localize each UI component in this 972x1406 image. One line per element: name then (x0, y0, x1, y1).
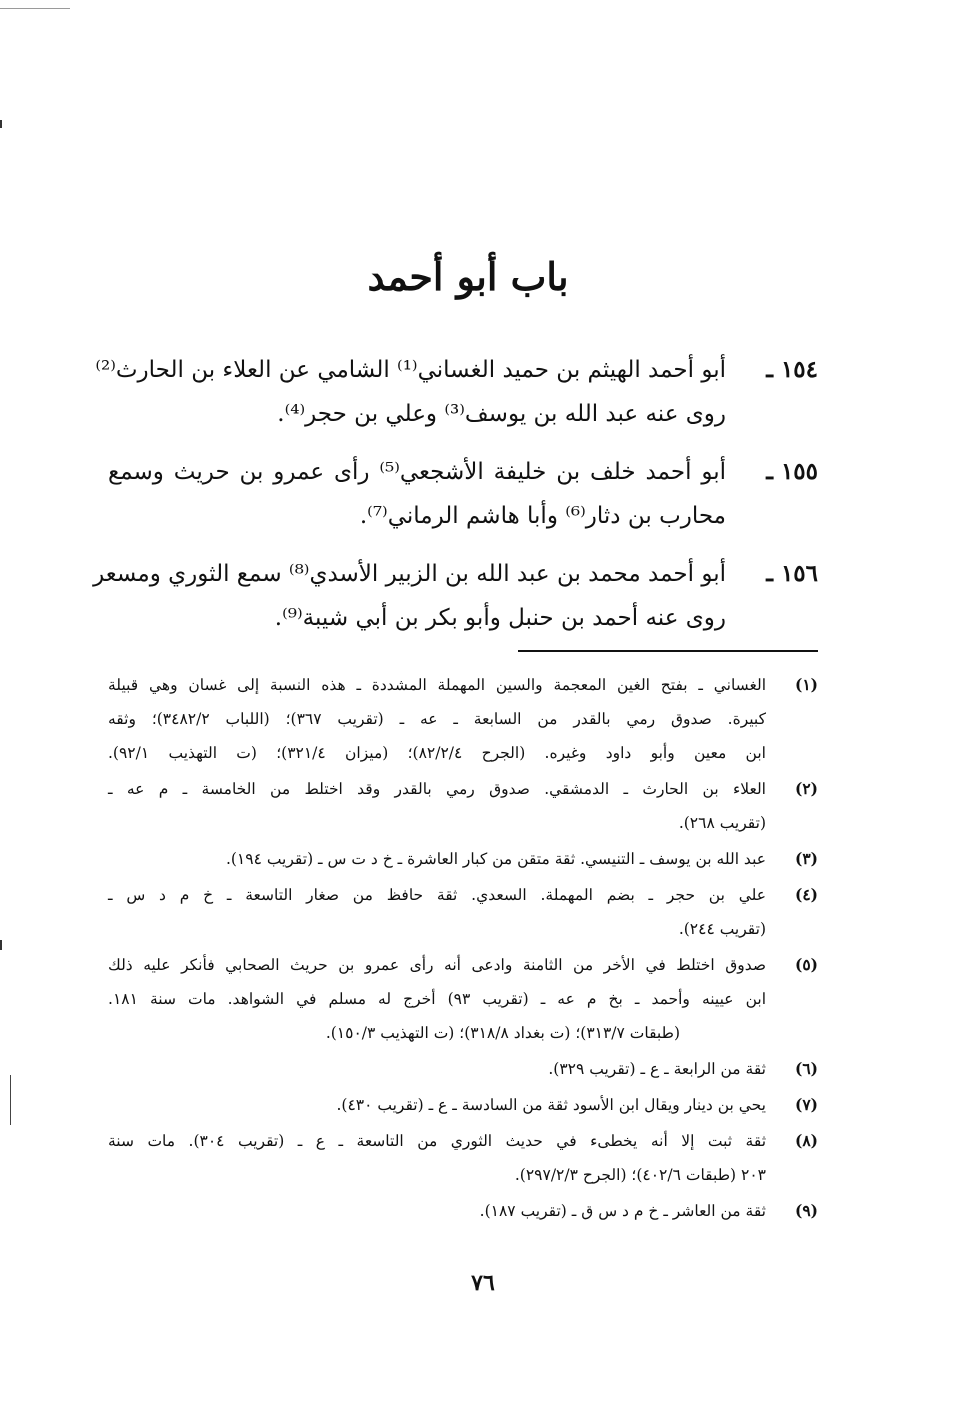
footnote-divider (518, 650, 818, 652)
chapter-title: باب أبو أحمد (367, 254, 569, 299)
entry-line: أبو أحمد الهيثم بن حميد الغساني⁽¹⁾ الشامي عن العلاء بن الحارث⁽²⁾ (95, 357, 726, 383)
entry-number: ١٥٥ ـ (766, 458, 818, 485)
footnote-number: (٤) (794, 885, 818, 904)
footnote-line: عبد الله بن يوسف ـ التنيسي. ثقة متقن من كبار العاشرة ـ خ د ت س ـ (تقريب ١٩٤). (225, 850, 766, 868)
footnote-line: ثقة من الرابعة ـ ع ـ (تقريب ٣٢٩). (548, 1060, 766, 1078)
footnote-line: (تقريب ٢٦٨). (678, 814, 766, 832)
footnote-line: ابن معين وأبو داود وغيره. (الجرح ٨٢/٢/٤)؛ (ميزان ٣٢١/٤)؛ (ت التهذيب ٩٢/١). (108, 744, 766, 762)
footnote-8 (108, 1124, 818, 1192)
footnote-2 (108, 772, 818, 840)
footnote-number: (٢) (794, 779, 818, 798)
entry-line: أبو أحمد خلف بن خليفة الأشجعي⁽⁵⁾ رأى عمرو بن حريث وسمع (108, 459, 726, 485)
footnote-5 (108, 948, 818, 1050)
book-page (93, 0, 818, 1406)
footnote-9 (108, 1194, 818, 1228)
entry-line: روى عنه عبد الله بن يوسف⁽³⁾ وعلي بن حجر⁽⁴⁾. (277, 401, 726, 427)
entry-line: محارب بن دثار⁽⁶⁾ وأبا هاشم الرماني⁽⁷⁾. (359, 503, 726, 529)
entries-list (93, 348, 818, 654)
footnote-1 (108, 668, 818, 770)
footnote-line: (تقريب ٢٤٤). (678, 920, 766, 938)
entry-155 (108, 450, 818, 538)
page-number: ٧٦ (471, 1270, 495, 1296)
entry-number: ١٥٦ ـ (766, 560, 818, 587)
footnote-6 (108, 1052, 818, 1086)
footnotes-list (108, 668, 818, 1230)
scan-artifact-top (0, 8, 70, 9)
footnote-line: (طبقات ٣١٣/٧)؛ (ت بغداد ٣١٨/٨)؛ (ت التهذيب ١٥٠/٣). (325, 1024, 680, 1042)
footnote-number: (٧) (794, 1095, 818, 1114)
scan-artifact-left-3 (10, 1075, 11, 1125)
footnote-7 (108, 1088, 818, 1122)
footnote-line: ابن عيينه وأحمد ـ بخ م عه ـ (تقريب ٩٣) أخرج له مسلم في الشواهد. مات سنة ١٨١. (108, 990, 766, 1008)
footnote-number: (٩) (794, 1201, 818, 1220)
entry-154 (95, 348, 818, 436)
footnote-number: (٥) (794, 955, 818, 974)
footnote-line: صدوق اختلط في الأخر من الثامنة وادعى أنه رأى عمرو بن حريث الصحابي فأنكر عليه ذلك (108, 956, 766, 974)
scan-artifact-left-1 (0, 120, 2, 128)
entry-line: روى عنه أحمد بن حنبل وأبو بكر بن أبي شيبة⁽⁹⁾. (274, 605, 726, 631)
entry-line: أبو أحمد محمد بن عبد الله بن الزبير الأسدي⁽⁸⁾ سمع الثوري ومسعر (93, 561, 726, 587)
entry-number: ١٥٤ ـ (766, 356, 818, 383)
footnote-line: ثقة ثبت إلا أنه يخطىء في حديث الثوري من التاسعة ـ ع ـ (تقريب ٣٠٤). مات سنة (108, 1132, 767, 1150)
footnote-line: علي بن حجر ـ بضم المهملة. السعدي. ثقة حافظ من صغار التاسعة ـ خ م د س ـ (108, 886, 766, 904)
footnote-number: (٦) (794, 1059, 818, 1078)
footnote-line: ٢٠٣ (طبقات ٤٠٢/٦)؛ (الجرح ٢٩٧/٢/٣). (514, 1166, 766, 1184)
footnote-line: يحي بن دينار ويقال ابن الأسود ثقة من السادسة ـ ع ـ (تقريب ٤٣٠). (336, 1096, 766, 1114)
entry-156 (93, 552, 818, 640)
footnote-line: العلاء بن الحارث ـ الدمشقي. صدوق رمي بالقدر وقد اختلط من الخامسة ـ م عه ـ (108, 780, 766, 798)
footnote-number: (٨) (794, 1131, 818, 1150)
footnote-line: كبيرة. صدوق رمي بالقدر من السابعة ـ عه ـ (تقريب ٣٦٧)؛ (اللباب ٣٤٨٢/٢)؛ وثقه (108, 710, 766, 728)
footnote-number: (١) (794, 675, 818, 694)
footnote-number: (٣) (794, 849, 818, 868)
footnote-4 (108, 878, 818, 946)
footnote-3 (108, 842, 818, 876)
footnote-line: ثقة من العاشر ـ خ م د س ق ـ (تقريب ١٨٧). (479, 1202, 766, 1220)
scan-artifact-left-2 (0, 940, 2, 950)
footnote-line: الغساني ـ بفتح الغين المعجمة والسين المهملة المشددة ـ هذه النسبة إلى غسان وهي قبيلة (108, 676, 766, 694)
